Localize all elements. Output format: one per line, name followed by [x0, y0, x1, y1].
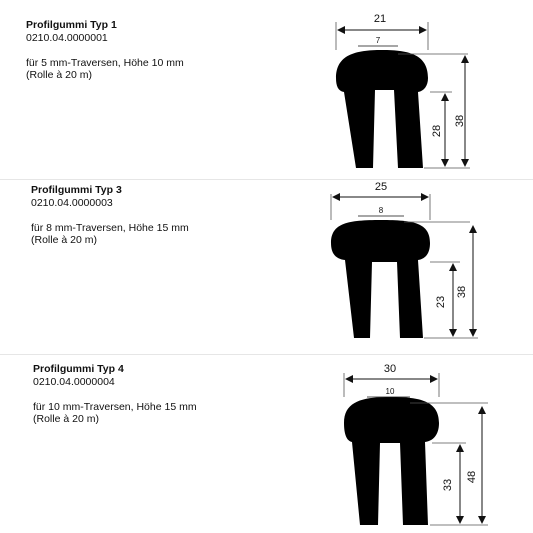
product-title: Profilgummi Typ 4 — [33, 363, 124, 375]
product-title: Profilgummi Typ 3 — [31, 184, 122, 196]
profile-shape — [331, 220, 430, 338]
profile-drawing — [0, 180, 533, 354]
product-roll-info: (Rolle à 20 m) — [31, 234, 97, 246]
product-typ-4 — [0, 355, 533, 533]
product-title: Profilgummi Typ 1 — [26, 19, 117, 31]
dim-slot-label: 7 — [375, 36, 381, 45]
product-roll-info: (Rolle à 20 m) — [26, 69, 92, 81]
product-roll-info: (Rolle à 20 m) — [33, 413, 99, 425]
product-code: 0210.04.0000001 — [26, 31, 108, 44]
dim-width-label: 25 — [374, 181, 388, 193]
product-description: für 10 mm-Traversen, Höhe 15 mm — [33, 400, 197, 413]
product-description: für 5 mm-Traversen, Höhe 10 mm — [26, 56, 184, 69]
product-description: für 8 mm-Traversen, Höhe 15 mm — [31, 221, 189, 234]
dim-inner-height-label: 33 — [442, 478, 454, 492]
dim-inner-height-label: 28 — [431, 124, 443, 138]
dim-slot-label: 8 — [378, 206, 384, 215]
dim-width-label: 30 — [383, 363, 397, 375]
dim-inner-height-label: 23 — [435, 295, 447, 309]
dim-total-height-label: 48 — [466, 470, 478, 484]
product-typ-1 — [0, 0, 533, 178]
profile-shape — [336, 50, 428, 168]
dim-slot-label: 10 — [385, 387, 395, 396]
profile-drawing — [0, 0, 533, 178]
product-code: 0210.04.0000003 — [31, 196, 113, 209]
dim-total-height-label: 38 — [454, 114, 466, 128]
profile-shape — [344, 397, 439, 525]
profile-drawing — [0, 355, 533, 533]
dim-total-height-label: 38 — [456, 285, 468, 299]
product-code: 0210.04.0000004 — [33, 375, 115, 388]
dim-width-label: 21 — [373, 13, 387, 25]
product-typ-3 — [0, 180, 533, 354]
